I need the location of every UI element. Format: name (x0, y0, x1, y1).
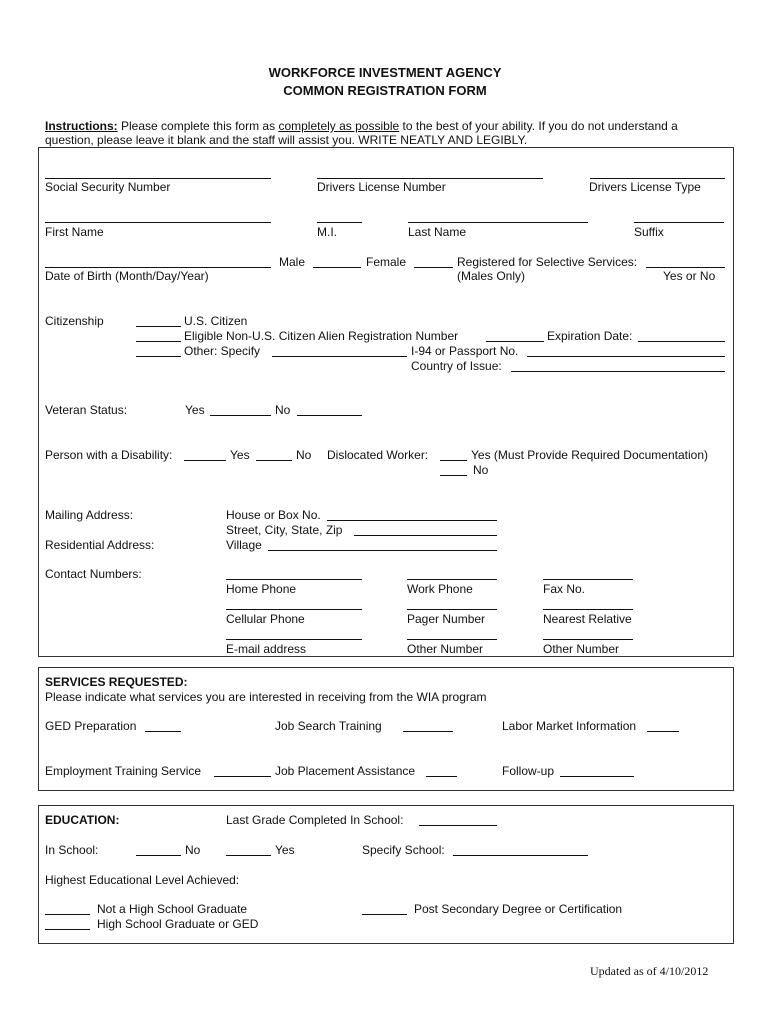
services-heading: SERVICES REQUESTED: (45, 675, 188, 689)
disability-yes-field[interactable] (184, 460, 226, 461)
suffix-label: Suffix (634, 225, 664, 239)
eligible-label: Eligible Non-U.S. Citizen Alien Registration Number (184, 329, 459, 343)
instructions-text-2: to the best of your ability. If you do not understand a (402, 119, 678, 133)
in-school-no-label: No (185, 843, 201, 857)
ged-field[interactable] (145, 731, 181, 732)
ssn-field[interactable] (45, 178, 271, 179)
form-title-line2: COMMON REGISTRATION FORM (283, 83, 487, 98)
contact-numbers-label: Contact Numbers: (45, 567, 142, 581)
job-search-field[interactable] (403, 731, 453, 732)
job-search-label: Job Search Training (275, 719, 382, 733)
dl-number-label: Drivers License Number (317, 180, 446, 194)
other-number-field-1[interactable] (407, 639, 497, 640)
post-secondary-label: Post Secondary Degree or Certification (414, 902, 623, 916)
not-hs-label: Not a High School Graduate (97, 902, 248, 916)
village-field[interactable] (268, 550, 497, 551)
disability-no-field[interactable] (256, 460, 292, 461)
first-name-label: First Name (45, 225, 104, 239)
other-citizenship-field[interactable] (136, 356, 181, 357)
home-phone-label: Home Phone (226, 582, 297, 596)
residential-address-label: Residential Address: (45, 538, 155, 552)
expiration-field[interactable] (638, 341, 725, 342)
first-name-field[interactable] (45, 222, 271, 223)
dislocated-label: Dislocated Worker: (327, 448, 429, 462)
dl-number-field[interactable] (317, 178, 543, 179)
other-specify-field[interactable] (272, 356, 407, 357)
personal-info-section (38, 147, 734, 657)
email-field[interactable] (226, 639, 362, 640)
expiration-label: Expiration Date: (547, 329, 633, 343)
country-label: Country of Issue: (411, 359, 502, 373)
fax-label: Fax No. (543, 582, 586, 596)
in-school-yes-label: Yes (275, 843, 295, 857)
employment-training-field[interactable] (214, 776, 271, 777)
employment-training-label: Employment Training Service (45, 764, 202, 778)
veteran-no-label: No (275, 403, 291, 417)
pager-field[interactable] (407, 609, 497, 610)
lmi-label: Labor Market Information (502, 719, 637, 733)
email-label: E-mail address (226, 642, 307, 656)
instructions-line1 (45, 119, 678, 133)
pager-label: Pager Number (407, 612, 486, 626)
street-field[interactable] (354, 535, 497, 536)
dislocated-yes-field[interactable] (440, 460, 467, 461)
yes-or-no-note: Yes or No (663, 269, 716, 283)
other-number-label-2: Other Number (543, 642, 620, 656)
veteran-yes-label: Yes (185, 403, 205, 417)
cell-phone-label: Cellular Phone (226, 612, 305, 626)
fax-field[interactable] (543, 579, 633, 580)
selective-service-field[interactable] (646, 267, 725, 268)
country-field[interactable] (511, 371, 725, 372)
ged-label: GED Preparation (45, 719, 137, 733)
instructions-text-1: Please complete this form as (121, 119, 276, 133)
i94-field[interactable] (527, 356, 725, 357)
ssn-label: Social Security Number (45, 180, 171, 194)
followup-field[interactable] (560, 776, 634, 777)
hs-ged-label: High School Graduate or GED (97, 917, 259, 931)
job-placement-field[interactable] (426, 776, 457, 777)
last-name-field[interactable] (408, 222, 588, 223)
us-citizen-label: U.S. Citizen (184, 314, 248, 328)
males-only-note: (Males Only) (457, 269, 526, 283)
street-label: Street, City, State, Zip (226, 523, 343, 537)
dob-field[interactable] (45, 267, 271, 268)
instructions-emphasis: completely as possible (278, 119, 400, 133)
male-label: Male (279, 255, 306, 269)
education-heading: EDUCATION: (45, 813, 120, 827)
last-name-label: Last Name (408, 225, 467, 239)
house-label: House or Box No. (226, 508, 321, 522)
dislocated-no-field[interactable] (440, 475, 467, 476)
dl-type-label: Drivers License Type (589, 180, 701, 194)
house-field[interactable] (327, 520, 497, 521)
disability-yes-label: Yes (230, 448, 250, 462)
in-school-no-field[interactable] (136, 855, 181, 856)
other-specify-label: Other: Specify (184, 344, 261, 358)
suffix-field[interactable] (634, 222, 724, 223)
female-checkbox-line[interactable] (313, 267, 361, 268)
dislocated-yes-label: Yes (Must Provide Required Documentation) (471, 448, 709, 462)
instructions-label: Instructions: (45, 119, 118, 133)
form-title-line1: WORKFORCE INVESTMENT AGENCY (268, 65, 502, 80)
cell-phone-field[interactable] (226, 609, 362, 610)
disability-no-label: No (296, 448, 312, 462)
updated-date: Updated as of 4/10/2012 (590, 964, 709, 978)
veteran-no-field[interactable] (297, 415, 362, 416)
home-phone-field[interactable] (226, 579, 362, 580)
job-placement-label: Job Placement Assistance (275, 764, 416, 778)
nearest-relative-field[interactable] (543, 609, 633, 610)
eligible-field[interactable] (136, 341, 181, 342)
in-school-yes-field[interactable] (226, 855, 271, 856)
selective-service-label: Registered for Selective Services: (457, 255, 638, 269)
specify-school-field[interactable] (453, 855, 588, 856)
not-hs-field[interactable] (45, 914, 90, 915)
dob-label: Date of Birth (Month/Day/Year) (45, 269, 209, 283)
other-number-label-1: Other Number (407, 642, 484, 656)
mi-field[interactable] (317, 222, 362, 223)
nearest-relative-label: Nearest Relative (543, 612, 632, 626)
work-phone-field[interactable] (407, 579, 497, 580)
mailing-address-label: Mailing Address: (45, 508, 134, 522)
highest-level-label: Highest Educational Level Achieved: (45, 873, 240, 887)
alien-registration-field[interactable] (486, 341, 544, 342)
in-school-label: In School: (45, 843, 99, 857)
work-phone-label: Work Phone (407, 582, 473, 596)
female-label: Female (366, 255, 407, 269)
last-grade-label: Last Grade Completed In School: (226, 813, 404, 827)
instructions-line2: question, please leave it blank and the staff will assist you. WRITE NEATLY AND LEGIBLY. (45, 133, 528, 147)
dl-type-field[interactable] (590, 178, 725, 179)
specify-school-label: Specify School: (362, 843, 445, 857)
dislocated-no-label: No (473, 463, 489, 477)
hs-ged-field[interactable] (45, 929, 90, 930)
followup-label: Follow-up (502, 764, 555, 778)
citizenship-label: Citizenship (45, 314, 104, 328)
village-label: Village (226, 538, 262, 552)
post-secondary-field[interactable] (362, 914, 407, 915)
disability-label: Person with a Disability: (45, 448, 173, 462)
lmi-field[interactable] (647, 731, 679, 732)
last-grade-field[interactable] (419, 825, 497, 826)
selective-checkbox-line[interactable] (414, 267, 453, 268)
i94-label: I-94 or Passport No. (411, 344, 519, 358)
us-citizen-field[interactable] (136, 326, 181, 327)
veteran-yes-field[interactable] (210, 415, 271, 416)
mi-label: M.I. (317, 225, 337, 239)
veteran-label: Veteran Status: (45, 403, 128, 417)
services-intro: Please indicate what services you are interested in receiving from the WIA program (45, 690, 487, 704)
other-number-field-2[interactable] (543, 639, 633, 640)
